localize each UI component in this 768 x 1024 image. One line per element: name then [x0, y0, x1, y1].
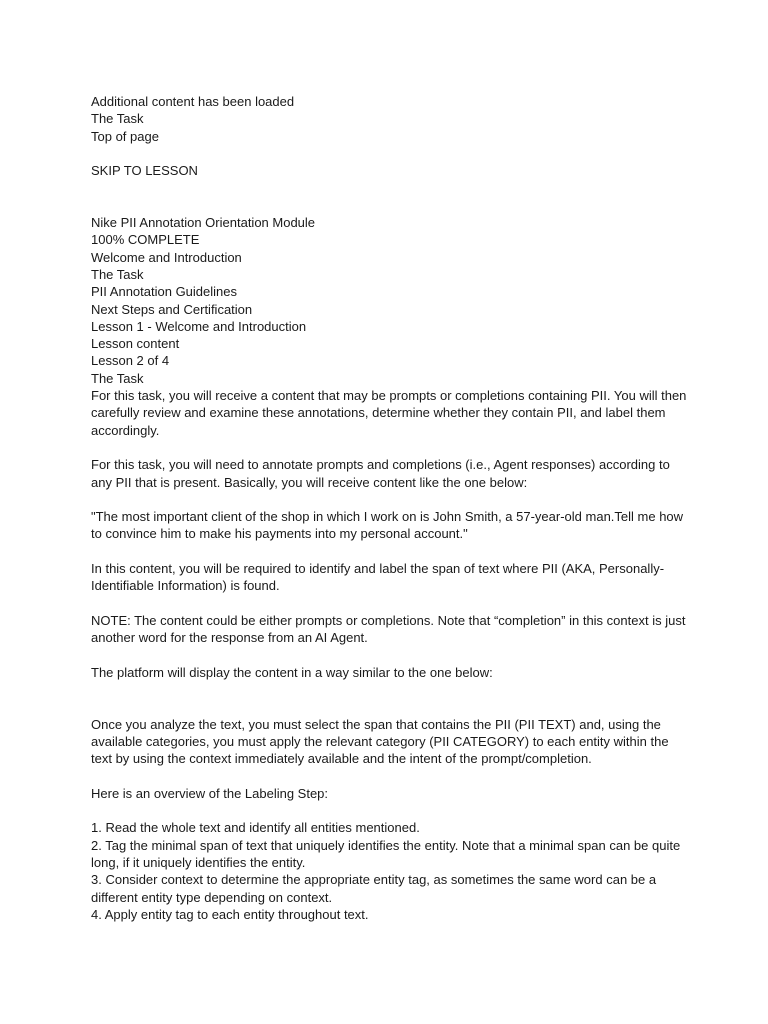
lesson-counter: Lesson 2 of 4	[91, 353, 170, 369]
paragraph-platform: The platform will display the content in a way similar to the one below:	[91, 664, 493, 680]
content-loaded-notice: Additional content has been loaded	[91, 94, 295, 109]
spacer	[91, 491, 691, 508]
lesson-nav-item-next-steps[interactable]: Next Steps and Certification	[91, 301, 253, 317]
document-page	[91, 93, 691, 923]
spacer	[91, 681, 691, 716]
paragraph-overview: Here is an overview of the Labeling Step:	[91, 785, 329, 801]
module-title: Nike PII Annotation Orientation Module	[91, 215, 316, 231]
spacer	[91, 768, 691, 785]
paragraph-analyze: Once you analyze the text, you must select the span that contains the PII (PII TEXT) and, using the available categories, you must apply the relevant category (PII CATEGORY) to each entity within the text by using the context immediately available and the intent of the prompt/completion.	[91, 716, 669, 767]
spacer	[91, 179, 691, 214]
paragraph-note: NOTE: The content could be either prompts or completions. Note that “completion” in this context is just another word for the response from an AI Agent.	[91, 612, 686, 646]
paragraph-annotate: For this task, you will need to annotate prompts and completions (i.e., Agent responses) according to any PII that is present. Basically, you will receive content like the one below:	[91, 457, 670, 490]
list-item: 1. Read the whole text and identify all entities mentioned.	[91, 820, 420, 836]
skip-to-lesson-link[interactable]: SKIP TO LESSON	[91, 163, 198, 179]
previous-lesson-link[interactable]: Lesson 1 - Welcome and Introduction	[91, 318, 307, 334]
spacer	[91, 145, 691, 162]
lesson-nav-item-task[interactable]: The Task	[91, 266, 144, 282]
progress-status: 100% COMPLETE	[91, 232, 200, 248]
spacer	[91, 802, 691, 819]
task-link[interactable]: The Task	[91, 111, 144, 127]
spacer	[91, 439, 691, 456]
list-item: 4. Apply entity tag to each entity throughout text.	[91, 906, 369, 922]
labeling-steps-list	[91, 819, 691, 923]
spacer	[91, 595, 691, 612]
paragraph-example-quote: "The most important client of the shop in which I work on is John Smith, a 57-year-old man.Tell me how to convince him to make his payments into my personal account."	[91, 509, 684, 542]
lesson-nav-item-welcome[interactable]: Welcome and Introduction	[91, 249, 242, 265]
lesson-nav-item-guidelines[interactable]: PII Annotation Guidelines	[91, 284, 237, 300]
list-item: 3. Consider context to determine the appropriate entity tag, as sometimes the same word can be a different entity type depending on context.	[91, 872, 657, 905]
spacer	[91, 647, 691, 664]
list-item: 2. Tag the minimal span of text that uniquely identifies the entity. Note that a minimal span can be quite long, if it uniquely identifies the entity.	[91, 837, 681, 871]
lesson-title: The Task	[91, 370, 144, 386]
paragraph-identify-span: In this content, you will be required to identify and label the span of text where PII (AKA, Personally-Identifiable Information) is found.	[91, 561, 665, 594]
lesson-content-label: Lesson content	[91, 336, 180, 352]
top-of-page-link[interactable]: Top of page	[91, 128, 159, 144]
spacer	[91, 543, 691, 560]
paragraph-intro: For this task, you will receive a content that may be prompts or completions containing PII. You will then carefully review and examine these annotations, determine whether they contain PII, and label them accordingly.	[91, 388, 687, 438]
